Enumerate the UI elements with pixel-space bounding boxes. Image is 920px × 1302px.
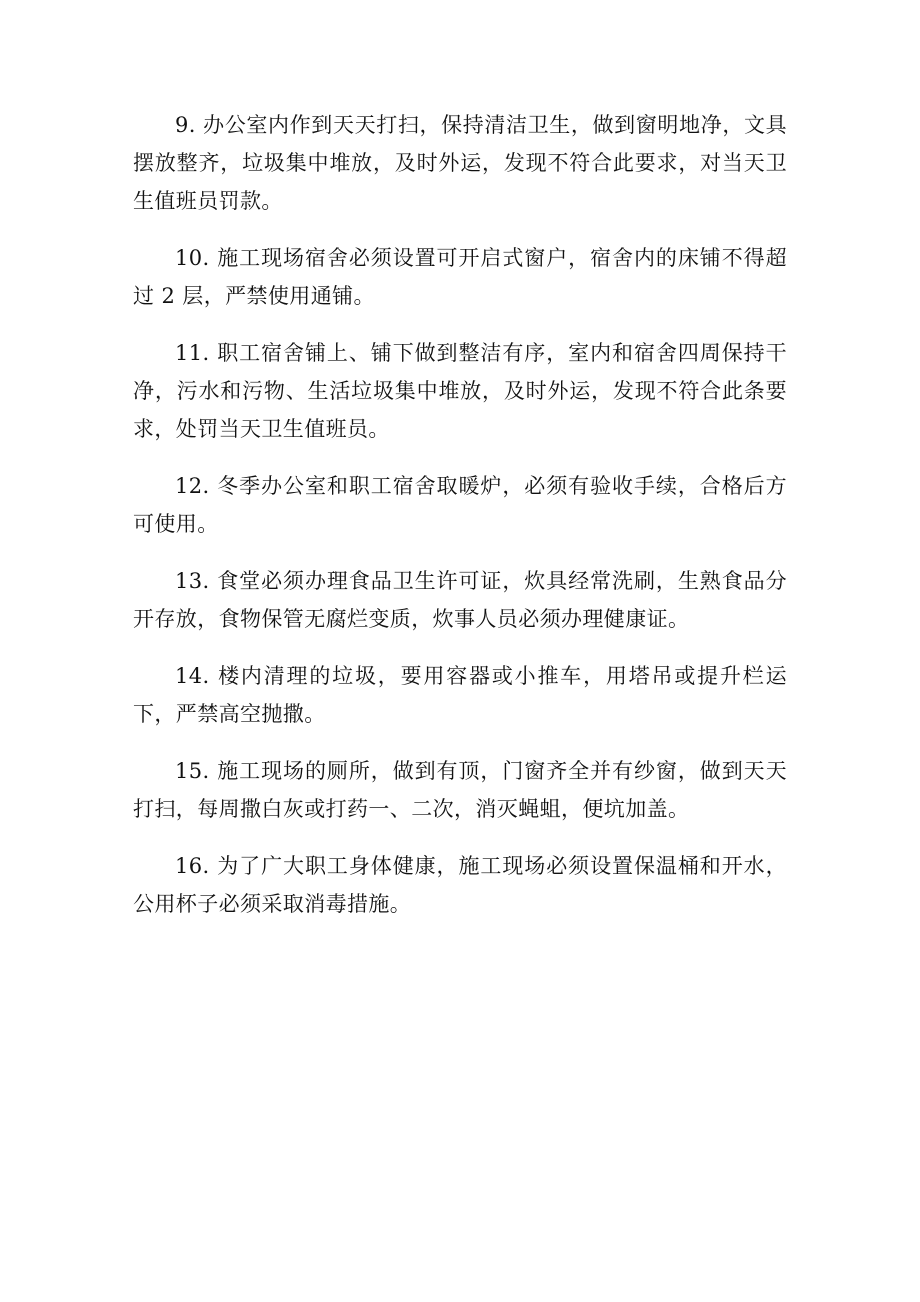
paragraph-9: 9. 办公室内作到天天打扫，保持清洁卫生，做到窗明地净，文具摆放整齐，垃圾集中堆放，及时外运，发现不符合此要求，对当天卫生值班员罚款。: [133, 113, 787, 213]
document-body: [133, 106, 787, 923]
paragraph-11: 11. 职工宿舍铺上、铺下做到整洁有序，室内和宿舍四周保持干净，污水和污物、生活垃圾集中堆放，及时外运，发现不符合此条要求，处罚当天卫生值班员。: [133, 341, 787, 441]
paragraph-16: 16. 为了广大职工身体健康，施工现场必须设置保温桶和开水，公用杯子必须采取消毒措施。: [133, 854, 787, 916]
paragraph-12: 12. 冬季办公室和职工宿舍取暖炉，必须有验收手续，合格后方可使用。: [133, 474, 787, 536]
paragraph-13: 13. 食堂必须办理食品卫生许可证，炊具经常洗刷，生熟食品分开存放，食物保管无腐烂变质，炊事人员必须办理健康证。: [133, 569, 787, 631]
paragraph-10: 10. 施工现场宿舍必须设置可开启式窗户，宿舍内的床铺不得超过 2 层，严禁使用通铺。: [133, 246, 787, 308]
paragraph-15: 15. 施工现场的厕所，做到有顶，门窗齐全并有纱窗，做到天天打扫，每周撒白灰或打药一、二次，消灭蝇蛆，便坑加盖。: [133, 759, 787, 821]
paragraph-14: 14. 楼内清理的垃圾，要用容器或小推车，用塔吊或提升栏运下，严禁高空抛撒。: [133, 664, 787, 726]
